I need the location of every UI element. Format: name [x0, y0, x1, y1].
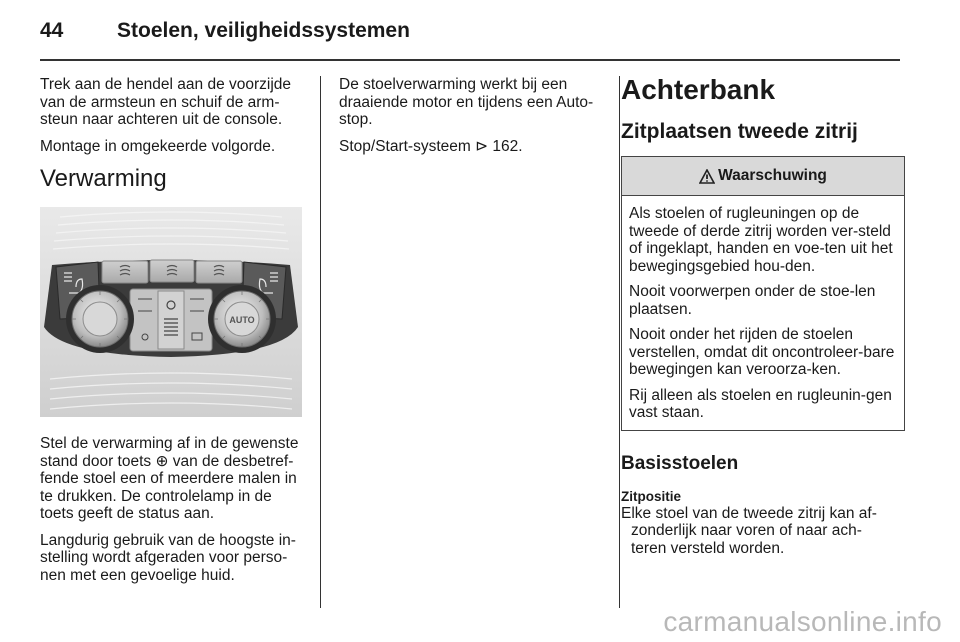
- warning-box: [621, 156, 905, 431]
- header-rule: [40, 59, 900, 61]
- seat-position-line-2: zonderlijk naar voren of naar ach-: [631, 522, 862, 539]
- climate-control-photo: [40, 207, 302, 417]
- auto-label: AUTO: [229, 315, 255, 325]
- paragraph-armrest: Trek aan de hendel aan de voorzijde van de armsteun en schuif de arm-steun naar achteren uit de console.: [40, 76, 292, 128]
- page-header: [0, 0, 960, 62]
- page-number: 44: [40, 19, 64, 42]
- subheading-second-row: Zitplaatsen tweede zitrij: [621, 120, 858, 143]
- column-left: [40, 76, 306, 593]
- watermark: carmanualsonline.info: [663, 606, 942, 637]
- warning-paragraph: Als stoelen of rugleuningen op de tweede of derde zitrij worden ver-steld of ingeklapt, handen en voe-ten uit het bewegingsgebied hou-den.: [629, 205, 893, 275]
- column-middle: [339, 76, 607, 164]
- warning-triangle-icon: [699, 169, 715, 184]
- warning-paragraph: Nooit voorwerpen onder de stoe-len plaatsen.: [629, 283, 876, 318]
- page-title: Stoelen, veiligheidssystemen: [117, 19, 410, 42]
- column-divider-1: [320, 76, 321, 608]
- section-heading-basic-seats: Basisstoelen: [621, 452, 739, 474]
- paragraph-stopstart-ref: Stop/Start-systeem ⊳ 162.: [339, 137, 523, 155]
- paragraph-heating-setting: Stel de verwarming af in de gewenste stand door toets ⊕ van de desbetref-fende stoel een of meerdere malen in te drukken. De controlelamp in de toets geeft de status aan.: [40, 435, 299, 522]
- paragraph-autostop: De stoelverwarming werkt bij een draaiende motor en tijdens een Auto-stop.: [339, 76, 594, 128]
- warning-paragraph: Rij alleen als stoelen en rugleunin-gen vast staan.: [629, 386, 892, 421]
- warning-paragraph: Nooit onder het rijden de stoelen verstellen, omdat dit oncontroleer-bare bewegingen kan veroorza-ken.: [629, 326, 895, 378]
- paragraph-seat-position: [621, 505, 905, 558]
- warning-header: [622, 157, 904, 196]
- column-divider-2: [619, 76, 620, 608]
- subheading-seat-position: Zitpositie: [621, 488, 681, 504]
- column-right: [621, 76, 905, 557]
- seat-position-line-3: teren versteld worden.: [631, 539, 785, 557]
- section-heading-rear-seat: Achterbank: [621, 74, 776, 105]
- warning-body: [622, 196, 904, 422]
- section-heading-heating: Verwarming: [40, 165, 167, 192]
- paragraph-mounting: Montage in omgekeerde volgorde.: [40, 137, 276, 155]
- paragraph-heating-warning: Langdurig gebruik van de hoogste in-stelling wordt afgeraden voor perso-nen met een gevoelige huid.: [40, 531, 296, 584]
- seat-position-line-1: Elke stoel van de tweede zitrij kan af-: [621, 504, 877, 522]
- warning-title: Waarschuwing: [718, 167, 827, 185]
